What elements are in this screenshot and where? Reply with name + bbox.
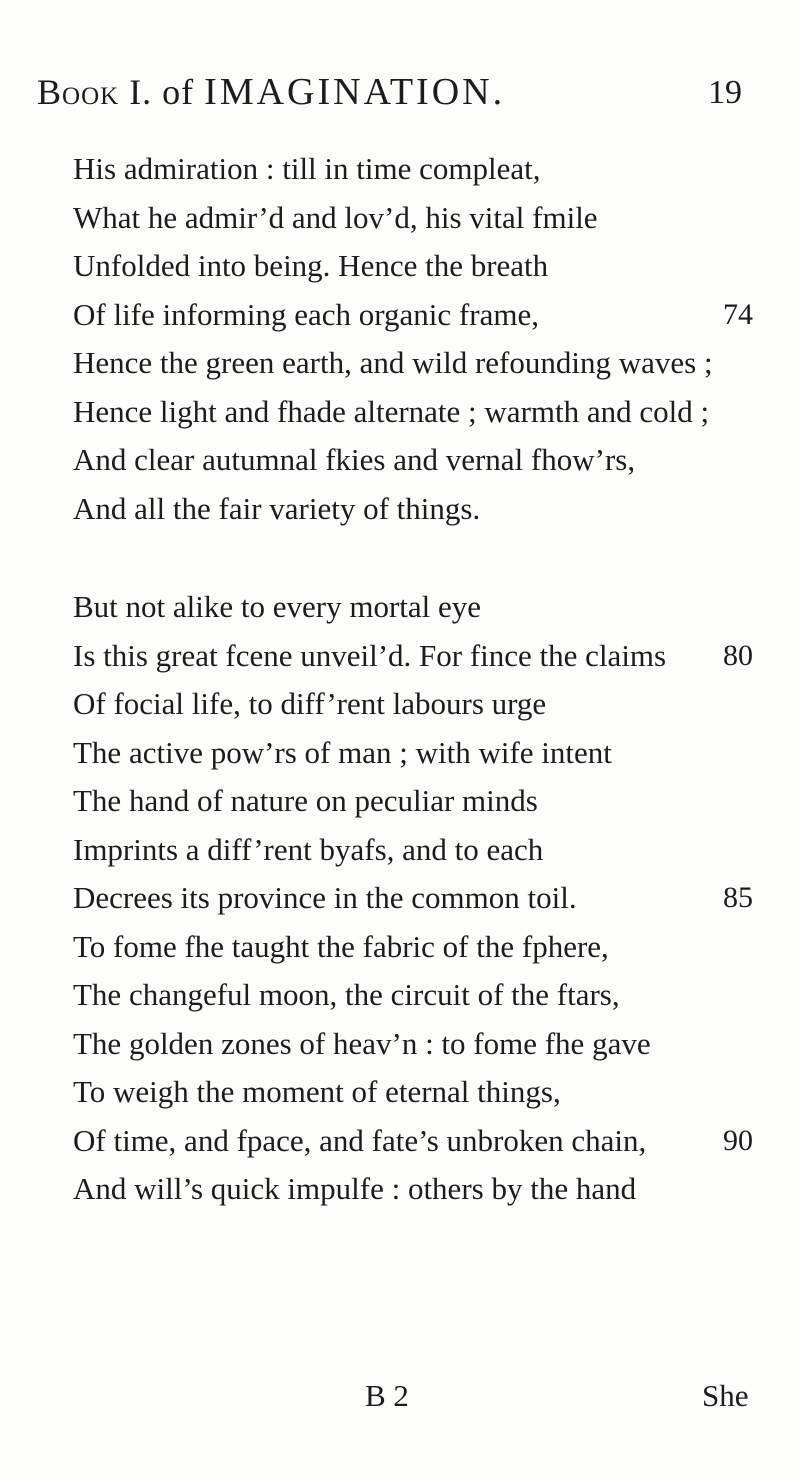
- verse-line: What he admir’d and lov’d, his vital fmile: [73, 199, 598, 235]
- verse-line: But not alike to every mortal eye: [73, 589, 482, 624]
- verse-line: And all the fair variety of things.: [73, 490, 481, 526]
- catchword: She: [702, 1378, 749, 1413]
- verse-line: Of time, and fpace, and fate’s unbroken chain, 90: [73, 1117, 713, 1166]
- verse-line: And clear autumnal fkies and vernal fhow’rs,: [73, 442, 636, 477]
- page-footer: [0, 1378, 800, 1418]
- verse-line: Of life informing each organic frame, 74: [73, 291, 713, 340]
- page-number: 19: [708, 74, 742, 111]
- running-head-book: Book I.: [37, 72, 153, 112]
- line-number: 90: [723, 1123, 753, 1157]
- line-number: 80: [723, 638, 753, 672]
- verse-line: The active pow’rs of man ; with wife intent: [73, 734, 612, 770]
- verse-line: Decrees its province in the common toil. 85: [73, 874, 713, 923]
- verse-line: The changeful moon, the circuit of the ftars,: [73, 977, 620, 1012]
- verse-line: Hence the green earth, and wild refounding waves ;: [73, 345, 713, 380]
- signature-mark: B 2: [365, 1378, 409, 1413]
- verse-line: Hence light and fhade alternate ; warmth and cold ;: [73, 393, 710, 429]
- stanza-divider: [73, 533, 713, 583]
- verse-line: Of focial life, to diff’rent labours urge: [73, 686, 547, 721]
- running-head-of: of: [162, 72, 195, 112]
- stanza-1: [73, 145, 753, 533]
- verse-line: Is this great fcene unveil’d. For fince the claims 80: [73, 632, 713, 681]
- verse-line: Imprints a diff’rent byafs, and to each: [73, 831, 544, 867]
- verse-line: To fome fhe taught the fabric of the fphere,: [73, 928, 609, 964]
- running-head: [37, 70, 505, 114]
- running-head-title: IMAGINATION.: [204, 71, 506, 113]
- verse-line: The hand of nature on peculiar minds: [73, 783, 538, 818]
- page-header: [37, 70, 780, 126]
- stanza-2: [73, 583, 753, 1214]
- line-number: 74: [723, 297, 753, 331]
- verse-line: His admiration : till in time compleat,: [73, 151, 541, 186]
- poem-text: [73, 145, 753, 1214]
- verse-line: And will’s quick impulfe : others by the hand: [73, 1171, 637, 1206]
- verse-line: To weigh the moment of eternal things,: [73, 1074, 561, 1109]
- verse-line: The golden zones of heav’n : to fome fhe gave: [73, 1025, 651, 1061]
- line-number: 85: [723, 881, 753, 914]
- verse-line: Unfolded into being. Hence the breath: [73, 248, 549, 283]
